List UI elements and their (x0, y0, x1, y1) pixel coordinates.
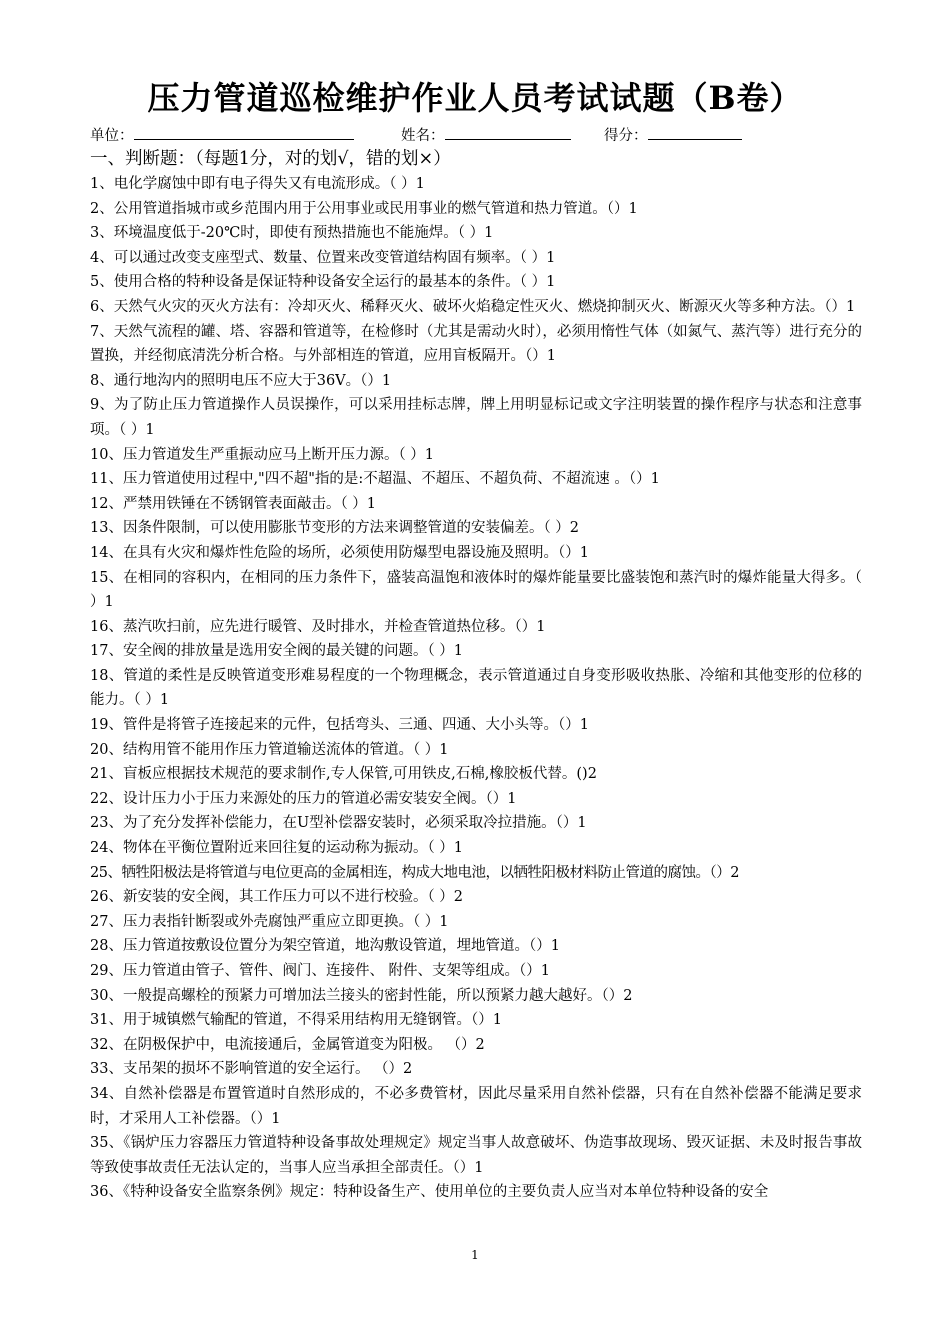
question-item: 35、《锅炉压力容器压力管道特种设备事故处理规定》规定当事人故意破坏、伪造事故现场、毁灭证据、未及时报告事故等致使事故责任无法认定的，当事人应当承担全部责任。（）1 (90, 1135, 862, 1176)
score-blank-line (648, 124, 742, 140)
name-field (401, 124, 571, 146)
question-item: 36、《特种设备安全监察条例》规定：特种设备生产、使用单位的主要负责人应当对本单位特种设备的安全 (90, 1184, 769, 1201)
question-item: 33、支吊架的损坏不影响管道的安全运行。 （）2 (90, 1061, 413, 1078)
question-item: 8、通行地沟内的照明电压不应大于36V。（）1 (90, 372, 392, 389)
question-item: 4、可以通过改变支座型式、数量、位置来改变管道结构固有频率。（ ）1 (90, 249, 556, 266)
question-item: 22、设计压力小于压力来源处的压力的管道必需安装安全阀。（）1 (90, 790, 517, 807)
question-item: 28、压力管道按敷设位置分为架空管道，地沟敷设管道，埋地管道。（）1 (90, 938, 560, 955)
score-field (604, 124, 742, 146)
question-item: 6、天然气火灾的灭火方法有：冷却灭火、稀释灭火、破坏火焰稳定性灭火、燃烧抑制灭火、断源灭火等多种方法。（）1 (90, 298, 856, 315)
question-item: 31、用于城镇燃气输配的管道，不得采用结构用无缝钢管。（）1 (90, 1012, 502, 1029)
question-item: 18、管道的柔性是反映管道变形难易程度的一个物理概念，表示管道通过自身变形吸收热胀、冷缩和其他变形的位移的能力。（ ）1 (90, 667, 862, 709)
question-list (90, 172, 862, 1205)
exam-title: 压力管道巡检维护作业人员考试试题（B卷） (147, 79, 803, 117)
name-blank-line (445, 124, 571, 140)
question-item: 1、电化学腐蚀中即有电子得失又有电流形成。（ ）1 (90, 176, 425, 192)
question-item: 15、在相同的容积内，在相同的压力条件下，盛装高温饱和液体时的爆炸能量要比盛装饱和蒸汽时的爆炸能量大得多。（ ）1 (90, 569, 862, 611)
question-item: 16、蒸汽吹扫前，应先进行暖管、及时排水，并检查管道热位移。（）1 (90, 618, 546, 635)
question-item: 21、盲板应根据技术规范的要求制作,专人保管,可用铁皮,石棉,橡胶板代替。()2 (90, 766, 597, 783)
question-item: 10、压力管道发生严重振动应马上断开压力源。（ ）1 (90, 446, 435, 463)
score-label: 得分： (604, 128, 648, 144)
question-item: 9、为了防止压力管道操作人员误操作，可以采用挂标志牌，牌上用明显标记或文字注明装置的操作程序与状态和注意事项。（ ）1 (90, 397, 862, 438)
question-item: 2、公用管道指城市或乡范围内用于公用事业或民用事业的燃气管道和热力管道。（）1 (90, 200, 638, 217)
question-item: 23、为了充分发挥补偿能力，在U型补偿器安装时，必须采取冷拉措施。（）1 (90, 815, 587, 832)
question-item: 34、自然补偿器是布置管道时自然形成的，不必多费管材，因此尽量采用自然补偿器，只有在自然补偿器不能满足要求时，才采用人工补偿器。（）1 (90, 1085, 862, 1127)
question-item: 25、牺牲阳极法是将管道与电位更高的金属相连，构成大地电池，以牺牲阳极材料防止管道的腐蚀。（）2 (90, 864, 739, 881)
page-number: 1 (471, 1248, 479, 1262)
unit-label: 单位： (90, 128, 134, 144)
question-item: 11、压力管道使用过程中,"四不超"指的是:不超温、不超压、不超负荷、不超流速 。（）1 (90, 471, 660, 488)
section-heading: 一、判断题：（每题1分，对的划√，错的划×） (90, 149, 451, 169)
question-item: 32、在阴极保护中，电流接通后，金属管道变为阳极。 （）2 (90, 1036, 485, 1053)
question-item: 14、在具有火灾和爆炸性危险的场所，必须使用防爆型电器设施及照明。（）1 (90, 544, 589, 561)
question-item: 5、使用合格的特种设备是保证特种设备安全运行的最基本的条件。（ ）1 (90, 274, 556, 291)
question-item: 19、管件是将管子连接起来的元件，包括弯头、三通、四通、大小头等。（）1 (90, 717, 589, 734)
unit-field (90, 124, 354, 146)
unit-blank-line (134, 124, 354, 140)
question-item: 17、安全阀的排放量是选用安全阀的最关键的问题。（ ）1 (90, 643, 464, 660)
question-item: 27、压力表指针断裂或外壳腐蚀严重应立即更换。（ ）1 (90, 913, 449, 930)
question-item: 26、新安装的安全阀，其工作压力可以不进行校验。（ ）2 (90, 889, 464, 906)
question-item: 30、一般提高螺栓的预紧力可增加法兰接头的密封性能，所以预紧力越大越好。（）2 (90, 987, 633, 1004)
question-item: 7、天然气流程的罐、塔、容器和管道等，在检修时（尤其是需动火时），必须用惰性气体（如氮气、蒸汽等）进行充分的置换，并经彻底清洗分析合格。与外部相连的管道，应用盲板隔开。（）1 (90, 323, 862, 365)
question-item: 12、严禁用铁锤在不锈钢管表面敲击。（ ）1 (90, 495, 377, 512)
name-label: 姓名： (401, 128, 445, 144)
question-item: 20、结构用管不能用作压力管道输送流体的管道。（ ）1 (90, 741, 449, 758)
question-item: 24、物体在平衡位置附近来回往复的运动称为振动。（ ）1 (90, 840, 464, 857)
question-item: 3、环境温度低于-20℃时，即使有预热措施也不能施焊。（ ）1 (90, 225, 494, 242)
question-item: 13、因条件限制，可以使用膨胀节变形的方法来调整管道的安装偏差。（ ）2 (90, 520, 580, 537)
question-item: 29、压力管道由管子、管件、阀门、连接件、 附件、支架等组成。（）1 (90, 963, 551, 979)
